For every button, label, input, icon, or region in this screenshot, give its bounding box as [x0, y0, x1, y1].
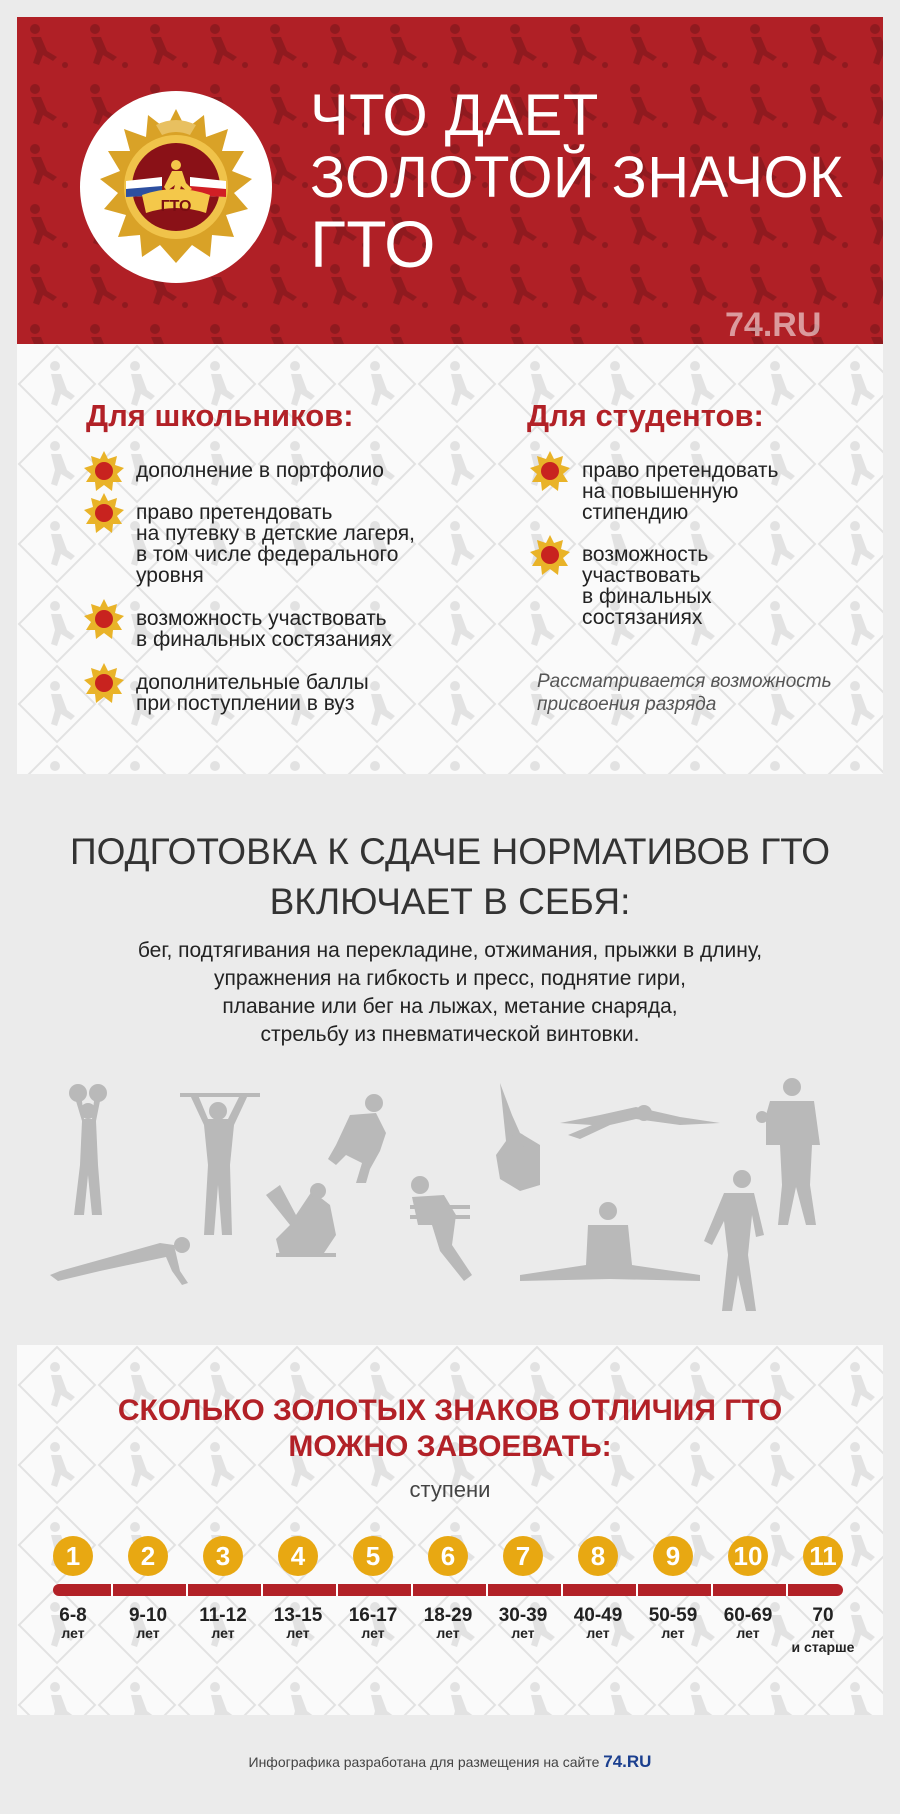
prep-text-line: плавание или бег на лыжах, метание снаряда,	[222, 995, 678, 1018]
stage-age-range: 16-17	[348, 1605, 398, 1626]
stage-age-range: 40-49	[573, 1605, 623, 1626]
title-line-2: ЗОЛОТОЙ ЗНАЧОК	[310, 145, 844, 210]
stage-age-unit: лет	[511, 1625, 535, 1641]
stage-age-range: 30-39	[498, 1605, 548, 1626]
item-line: на повышенную	[582, 480, 739, 503]
item-line: состязаниях	[582, 606, 703, 629]
badge-medallion	[80, 91, 272, 283]
longjump-athlete-icon	[410, 1176, 472, 1281]
gold-star-bullet-icon	[530, 451, 570, 491]
stage-age-unit: лет	[136, 1625, 160, 1641]
gto-badge-icon	[80, 91, 272, 283]
athletes-silhouettes	[40, 1075, 860, 1315]
stage-age-unit: лет	[286, 1625, 310, 1641]
stage-age	[788, 1606, 858, 1654]
stages-subtitle: ступени	[409, 1477, 491, 1502]
stage-number: 7	[503, 1536, 543, 1576]
uni-column-title: Для студентов:	[527, 398, 764, 433]
stages-timeline	[53, 1536, 855, 1666]
stage-age	[638, 1606, 708, 1640]
stage-age-unit: лет	[736, 1625, 760, 1641]
stage-age-range: 18-29	[423, 1605, 473, 1626]
stages-heading	[0, 1393, 900, 1465]
stage-age-range: 6-8	[59, 1605, 87, 1626]
title-line-1: ЧТО ДАЕТ	[310, 83, 599, 148]
stage-age	[338, 1606, 408, 1640]
timeline-separator	[636, 1584, 638, 1596]
note-line: присвоения разряда	[537, 694, 717, 715]
prep-heading	[0, 827, 900, 927]
school-benefit-item	[84, 460, 384, 491]
prep-text-line: стрельбу из пневматической винтовки.	[260, 1023, 640, 1046]
timeline-separator	[261, 1584, 263, 1596]
stage-number: 11	[803, 1536, 843, 1576]
gold-star-bullet-icon	[530, 535, 570, 575]
stage-age-range: 13-15	[273, 1605, 323, 1626]
stage-age	[263, 1606, 333, 1640]
item-line: право претендовать	[582, 459, 779, 482]
runner-athlete-icon	[704, 1170, 764, 1311]
stage-number: 2	[128, 1536, 168, 1576]
item-line: при поступлении в вуз	[136, 692, 355, 715]
stage-age-unit: лет	[811, 1625, 835, 1641]
gold-star-bullet-icon	[84, 451, 124, 491]
swimmer-athlete-icon	[560, 1105, 720, 1139]
stage-number: 1	[53, 1536, 93, 1576]
timeline-separator	[561, 1584, 563, 1596]
footer-text: Инфографика разработана для размещения на сайте	[248, 1754, 600, 1770]
kettlebell-athlete-icon	[69, 1084, 107, 1215]
timeline-separator	[786, 1584, 788, 1596]
stage-age-unit: лет	[436, 1625, 460, 1641]
school-column-title: Для школьников:	[86, 398, 354, 433]
item-line: дополнительные баллы	[136, 671, 369, 694]
item-line: уровня	[136, 564, 204, 587]
stage-age-range: 11-12	[199, 1605, 247, 1626]
stage-age-unit: лет	[586, 1625, 610, 1641]
footer-logo-num: 74.	[603, 1752, 627, 1771]
jumping-athlete-icon	[328, 1094, 386, 1183]
situp-athlete-icon	[266, 1183, 336, 1257]
gold-star-bullet-icon	[84, 599, 124, 639]
stage-age-unit: лет	[361, 1625, 385, 1641]
timeline-separator	[111, 1584, 113, 1596]
stage-number: 3	[203, 1536, 243, 1576]
note-line: Рассматривается возможность	[537, 671, 832, 692]
item-line: возможность участвовать	[136, 607, 387, 630]
item-line: стипендию	[582, 501, 689, 524]
uni-benefit-item	[530, 460, 779, 523]
prep-heading-line: ВКЛЮЧАЕТ В СЕБЯ:	[269, 881, 631, 922]
stages-heading-line: МОЖНО ЗАВОЕВАТЬ:	[288, 1430, 612, 1463]
stage-age-range: 50-59	[648, 1605, 698, 1626]
stages-heading-line: СКОЛЬКО ЗОЛОТЫХ ЗНАКОВ ОТЛИЧИЯ ГТО	[117, 1394, 783, 1427]
footer-logo-ru: RU	[626, 1752, 652, 1771]
timeline-separator	[186, 1584, 188, 1596]
school-benefit-item	[84, 608, 392, 650]
footer	[0, 1752, 900, 1772]
timeline-separator	[336, 1584, 338, 1596]
prep-text-line: упражнения на гибкость и пресс, поднятие гири,	[214, 967, 686, 990]
stage-age	[413, 1606, 483, 1640]
rank-note	[537, 670, 877, 716]
item-line: право претендовать	[136, 501, 333, 524]
stage-age-extra: и старше	[791, 1639, 855, 1655]
split-athlete-icon	[520, 1202, 700, 1281]
item-line: на путевку в детские лагеря,	[136, 522, 415, 545]
stage-age	[113, 1606, 183, 1640]
stage-number: 10	[728, 1536, 768, 1576]
item-line: в том числе федерального	[136, 543, 399, 566]
prep-text-line: бег, подтягивания на перекладине, отжимания, прыжки в длину,	[137, 939, 763, 962]
pushup-athlete-icon	[50, 1237, 190, 1285]
flexibility-athlete-icon	[496, 1083, 540, 1191]
page-title	[310, 85, 843, 279]
stage-age-unit: лет	[661, 1625, 685, 1641]
stage-age-range: 70	[812, 1605, 834, 1626]
prep-description	[0, 937, 900, 1049]
stage-age-range: 60-69	[723, 1605, 773, 1626]
timeline-bar	[53, 1584, 843, 1596]
timeline-separator	[411, 1584, 413, 1596]
item-line: дополнение в портфолио	[136, 459, 384, 482]
site-logo: 74.RU	[725, 306, 822, 344]
stage-age	[713, 1606, 783, 1640]
stage-age	[38, 1606, 108, 1640]
stage-age	[563, 1606, 633, 1640]
item-line: возможность	[582, 543, 709, 566]
item-line: в финальных состязаниях	[136, 628, 392, 651]
gold-star-bullet-icon	[84, 663, 124, 703]
stage-age	[188, 1606, 258, 1640]
stage-age-unit: лет	[61, 1625, 85, 1641]
badge-text: ГТО	[160, 198, 192, 215]
timeline-separator	[711, 1584, 713, 1596]
stage-age-unit: лет	[211, 1625, 235, 1641]
timeline-separator	[486, 1584, 488, 1596]
uni-benefit-item	[530, 544, 712, 628]
stage-number: 6	[428, 1536, 468, 1576]
prep-heading-line: ПОДГОТОВКА К СДАЧЕ НОРМАТИВОВ ГТО	[70, 831, 830, 872]
school-benefit-item	[84, 502, 415, 586]
stage-number: 5	[353, 1536, 393, 1576]
school-benefit-item	[84, 672, 369, 714]
stage-age-range: 9-10	[128, 1605, 168, 1626]
stage-number: 9	[653, 1536, 693, 1576]
footer-logo	[603, 1752, 651, 1771]
title-line-3: ГТО	[310, 207, 436, 281]
item-line: в финальных	[582, 585, 712, 608]
pullup-athlete-icon	[180, 1093, 260, 1235]
stage-number: 8	[578, 1536, 618, 1576]
item-line: участвовать	[582, 564, 701, 587]
dumbbell-athlete-icon	[756, 1078, 820, 1225]
stage-age	[488, 1606, 558, 1640]
stage-number: 4	[278, 1536, 318, 1576]
gold-star-bullet-icon	[84, 493, 124, 533]
